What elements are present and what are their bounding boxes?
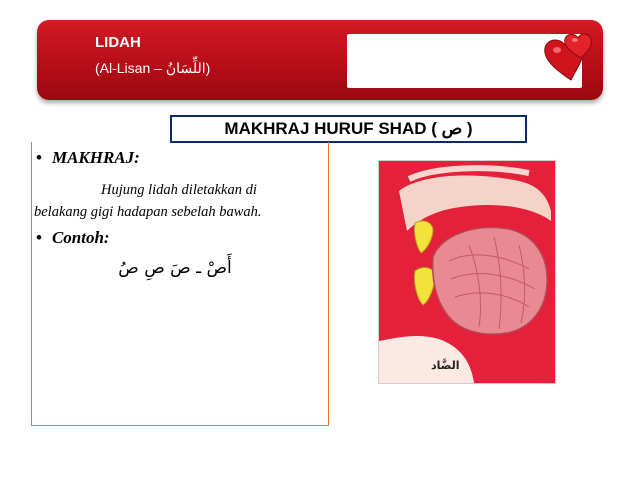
makhraj-bullet bbox=[36, 148, 140, 168]
banner-subtitle: (Al-Lisan – اللِّسَانُ) bbox=[95, 60, 211, 76]
bullet-dot: • bbox=[36, 148, 42, 167]
makhraj-label: MAKHRAJ: bbox=[51, 148, 140, 167]
contoh-bullet bbox=[36, 228, 110, 248]
bullet-dot: • bbox=[36, 228, 42, 247]
makhraj-desc-line1: Hujung lidah diletakkan di bbox=[101, 182, 257, 198]
heading-title: MAKHRAJ HURUF SHAD ( ص ) bbox=[224, 119, 473, 138]
banner-title: LIDAH bbox=[95, 34, 141, 51]
figure-caption: الضَّاد bbox=[431, 359, 460, 372]
contoh-label: Contoh: bbox=[51, 228, 110, 247]
contoh-arabic: أَصْ ـ صَ صِ صُ bbox=[118, 258, 232, 278]
makhraj-desc-line2: belakang gigi hadapan sebelah bawah. bbox=[34, 204, 262, 220]
hearts-icon bbox=[535, 28, 605, 88]
heading-box bbox=[170, 115, 527, 143]
title-banner bbox=[37, 20, 603, 100]
mouth-cross-section-icon bbox=[378, 160, 556, 384]
